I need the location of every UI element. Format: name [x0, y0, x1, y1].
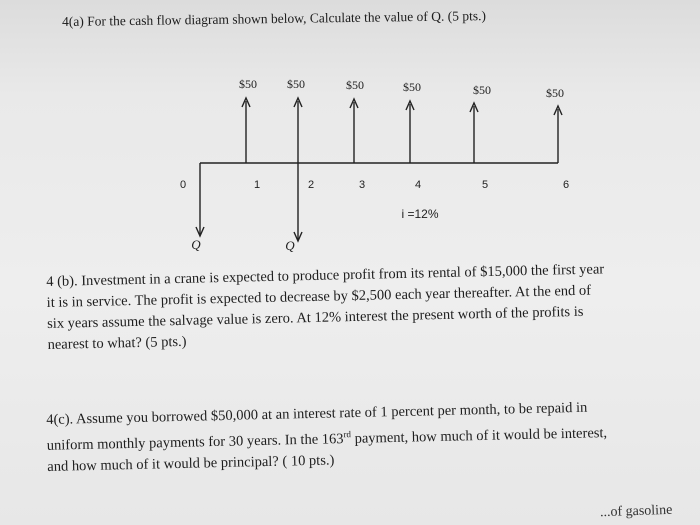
question-4a-title: 4(a) For the cash flow diagram shown below, Calculate the value of Q. (5 pts.)	[62, 8, 487, 29]
inflow-amount-label: $50	[473, 83, 491, 97]
inflow-amount-label: $50	[239, 77, 257, 91]
period-label: 2	[307, 179, 315, 191]
question-4c-line2-start: uniform monthly payments for 30 years. In the 163	[46, 431, 344, 454]
interest-rate-label: i =12%	[401, 207, 439, 221]
question-4b-line: 4 (b). Investment in a crane is expected to produce profit from its rental of $15,000 the first year	[46, 261, 605, 290]
question-4b-line: it is in service. The profit is expected to decrease by $2,500 each year thereafter. At the end of	[46, 282, 592, 311]
inflow-amount-label: $50	[403, 80, 421, 94]
question-4b-line: six years assume the salvage value is zero. At 12% interest the present worth of the profits is	[46, 303, 584, 332]
period-label: 5	[481, 179, 489, 191]
question-4c-line: and how much of it would be principal? ( 10 pts.)	[47, 452, 335, 475]
period-label: 3	[358, 179, 366, 191]
question-4b-text	[46, 259, 606, 356]
question-4c-text	[46, 397, 608, 478]
outflow-amount-label: Q	[191, 237, 201, 252]
period-label: 0	[179, 179, 187, 191]
question-4c-line: 4(c). Assume you borrowed $50,000 at an interest rate of 1 percent per month, to be repaid in	[46, 399, 588, 428]
inflow-amount-label: $50	[546, 86, 564, 100]
question-4b-line: nearest to what? (5 pts.)	[47, 333, 187, 353]
outflow-amount-label: Q	[285, 238, 295, 253]
ordinal-superscript: rd	[343, 429, 352, 440]
cut-off-text-fragment: ...of gasoline	[599, 502, 673, 521]
period-label: 1	[253, 179, 261, 191]
question-4c-line2-end: payment, how much of it would be interest,	[350, 425, 608, 447]
inflow-amount-label: $50	[287, 77, 305, 91]
period-label: 6	[562, 179, 570, 191]
inflow-amount-label: $50	[346, 78, 364, 92]
period-label: 4	[414, 179, 422, 191]
